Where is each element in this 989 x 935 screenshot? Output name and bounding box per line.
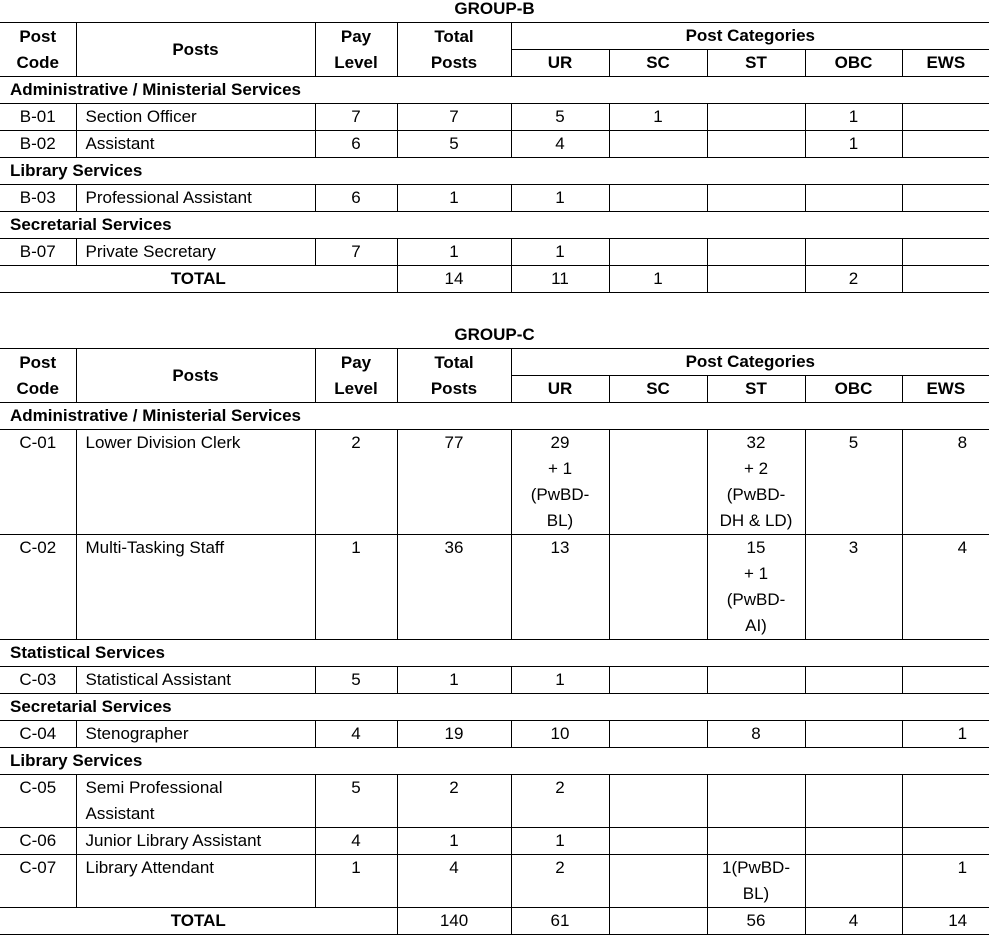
post-code: B-07 bbox=[0, 239, 76, 266]
pay-level: 7 bbox=[315, 239, 397, 266]
st-count: 15 + 1 (PwBD- AI) bbox=[707, 535, 805, 640]
header-st: ST bbox=[707, 376, 805, 403]
section-title: Administrative / Ministerial Services bbox=[0, 403, 989, 430]
header-sc: SC bbox=[609, 50, 707, 77]
sc-count bbox=[609, 430, 707, 535]
header-ur: UR bbox=[511, 376, 609, 403]
pay-level: 6 bbox=[315, 185, 397, 212]
sc-count bbox=[609, 131, 707, 158]
header-post-code bbox=[0, 349, 76, 403]
obc-count: 5 bbox=[805, 430, 902, 535]
obc-count bbox=[805, 239, 902, 266]
ur-count: 13 bbox=[511, 535, 609, 640]
sc-count: 1 bbox=[609, 104, 707, 131]
section-row bbox=[0, 694, 989, 721]
header-posts: Posts bbox=[76, 23, 315, 77]
table-row bbox=[0, 430, 989, 535]
obc-count bbox=[805, 185, 902, 212]
ews-count bbox=[902, 131, 989, 158]
sc-count bbox=[609, 667, 707, 694]
header-ews: EWS bbox=[902, 376, 989, 403]
section-row bbox=[0, 212, 989, 239]
obc-count bbox=[805, 775, 902, 828]
ews-count: 8 bbox=[902, 430, 989, 535]
obc-count bbox=[805, 667, 902, 694]
header-post-categories: Post Categories bbox=[511, 349, 989, 376]
table-row bbox=[0, 239, 989, 266]
section-title: Library Services bbox=[0, 158, 989, 185]
total-posts: 4 bbox=[397, 855, 511, 908]
pay-level: 5 bbox=[315, 667, 397, 694]
total-ur: 61 bbox=[511, 908, 609, 935]
pay-level: 1 bbox=[315, 535, 397, 640]
header-obc: OBC bbox=[805, 50, 902, 77]
total-row bbox=[0, 908, 989, 935]
section-title: Statistical Services bbox=[0, 640, 989, 667]
header-total-line2: Posts bbox=[430, 52, 478, 72]
table-row bbox=[0, 775, 989, 828]
section-title: Administrative / Ministerial Services bbox=[0, 77, 989, 104]
post-name: Statistical Assistant bbox=[76, 667, 315, 694]
obc-count bbox=[805, 828, 902, 855]
group-title: GROUP-B bbox=[0, 0, 989, 23]
group-c-body bbox=[0, 322, 989, 935]
group-title-row bbox=[0, 0, 989, 23]
table-row bbox=[0, 185, 989, 212]
total-posts: 1 bbox=[397, 828, 511, 855]
header-pay-level bbox=[315, 349, 397, 403]
header-pay-level bbox=[315, 23, 397, 77]
st-count bbox=[707, 828, 805, 855]
section-row bbox=[0, 77, 989, 104]
post-name: Assistant bbox=[76, 131, 315, 158]
post-code: C-05 bbox=[0, 775, 76, 828]
table-row bbox=[0, 131, 989, 158]
st-count bbox=[707, 239, 805, 266]
group-b-body bbox=[0, 0, 989, 293]
header-code-line2: Code bbox=[16, 52, 59, 72]
total-label: TOTAL bbox=[0, 908, 397, 935]
table-row bbox=[0, 535, 989, 640]
ur-count: 1 bbox=[511, 667, 609, 694]
total-ur: 11 bbox=[511, 266, 609, 293]
obc-count bbox=[805, 855, 902, 908]
total-posts: 36 bbox=[397, 535, 511, 640]
ews-count bbox=[902, 775, 989, 828]
section-title: Library Services bbox=[0, 748, 989, 775]
header-code-line1: Post bbox=[19, 26, 57, 46]
pay-level: 7 bbox=[315, 104, 397, 131]
sc-count bbox=[609, 721, 707, 748]
header-total-posts bbox=[397, 349, 511, 403]
section-row bbox=[0, 403, 989, 430]
header-row bbox=[0, 349, 989, 376]
header-posts: Posts bbox=[76, 349, 315, 403]
ur-count: 5 bbox=[511, 104, 609, 131]
header-pay-line2: Level bbox=[334, 52, 378, 72]
ews-count bbox=[902, 667, 989, 694]
ur-count: 10 bbox=[511, 721, 609, 748]
ews-count: 1 bbox=[902, 721, 989, 748]
header-post-categories: Post Categories bbox=[511, 23, 989, 50]
st-count bbox=[707, 131, 805, 158]
ews-count bbox=[902, 828, 989, 855]
sc-count bbox=[609, 535, 707, 640]
group-title: GROUP-C bbox=[0, 322, 989, 349]
st-count bbox=[707, 185, 805, 212]
post-code: C-07 bbox=[0, 855, 76, 908]
header-ews: EWS bbox=[902, 50, 989, 77]
header-code-line2: Code bbox=[16, 378, 59, 398]
st-count: 8 bbox=[707, 721, 805, 748]
total-posts: 5 bbox=[397, 131, 511, 158]
st-count bbox=[707, 104, 805, 131]
header-total-line2: Posts bbox=[430, 378, 478, 398]
table-row bbox=[0, 721, 989, 748]
table-row bbox=[0, 667, 989, 694]
header-row bbox=[0, 23, 989, 50]
post-name: Multi-Tasking Staff bbox=[76, 535, 315, 640]
total-sc: 1 bbox=[609, 266, 707, 293]
header-ur: UR bbox=[511, 50, 609, 77]
pay-level: 6 bbox=[315, 131, 397, 158]
st-count: 1(PwBD- BL) bbox=[707, 855, 805, 908]
obc-count: 1 bbox=[805, 131, 902, 158]
header-pay-line2: Level bbox=[334, 378, 378, 398]
header-total-line1: Total bbox=[434, 26, 474, 46]
pay-level: 4 bbox=[315, 721, 397, 748]
total-posts: 1 bbox=[397, 239, 511, 266]
total-ews bbox=[902, 266, 989, 293]
total-posts: 19 bbox=[397, 721, 511, 748]
table-row bbox=[0, 104, 989, 131]
post-name: Section Officer bbox=[76, 104, 315, 131]
ur-count: 1 bbox=[511, 828, 609, 855]
total-obc: 4 bbox=[805, 908, 902, 935]
section-row bbox=[0, 748, 989, 775]
section-title: Secretarial Services bbox=[0, 694, 989, 721]
pay-level: 2 bbox=[315, 430, 397, 535]
total-posts: 1 bbox=[397, 185, 511, 212]
ur-count: 2 bbox=[511, 855, 609, 908]
pay-level: 5 bbox=[315, 775, 397, 828]
post-name: Lower Division Clerk bbox=[76, 430, 315, 535]
ews-count: 4 bbox=[902, 535, 989, 640]
header-st: ST bbox=[707, 50, 805, 77]
post-code: C-02 bbox=[0, 535, 76, 640]
table-row bbox=[0, 828, 989, 855]
sc-count bbox=[609, 855, 707, 908]
ur-count: 1 bbox=[511, 185, 609, 212]
header-pay-line1: Pay bbox=[340, 352, 372, 372]
section-row bbox=[0, 640, 989, 667]
post-code: B-03 bbox=[0, 185, 76, 212]
total-posts: 7 bbox=[397, 104, 511, 131]
post-code: C-04 bbox=[0, 721, 76, 748]
total-sc bbox=[609, 908, 707, 935]
obc-count: 1 bbox=[805, 104, 902, 131]
st-count bbox=[707, 667, 805, 694]
total-posts: 77 bbox=[397, 430, 511, 535]
section-row bbox=[0, 158, 989, 185]
pay-level: 4 bbox=[315, 828, 397, 855]
total-row bbox=[0, 266, 989, 293]
header-code-line1: Post bbox=[19, 352, 57, 372]
group-c-table bbox=[0, 322, 989, 935]
table-row bbox=[0, 855, 989, 908]
ur-count: 29 + 1 (PwBD- BL) bbox=[511, 430, 609, 535]
post-code: B-02 bbox=[0, 131, 76, 158]
sc-count bbox=[609, 828, 707, 855]
ur-count: 4 bbox=[511, 131, 609, 158]
total-st: 56 bbox=[707, 908, 805, 935]
total-st bbox=[707, 266, 805, 293]
sc-count bbox=[609, 775, 707, 828]
post-code: B-01 bbox=[0, 104, 76, 131]
header-total-line1: Total bbox=[434, 352, 474, 372]
ur-count: 1 bbox=[511, 239, 609, 266]
post-name: Stenographer bbox=[76, 721, 315, 748]
post-name: Private Secretary bbox=[76, 239, 315, 266]
total-posts: 1 bbox=[397, 667, 511, 694]
group-b-table bbox=[0, 0, 989, 293]
obc-count: 3 bbox=[805, 535, 902, 640]
section-title: Secretarial Services bbox=[0, 212, 989, 239]
ews-count bbox=[902, 239, 989, 266]
obc-count bbox=[805, 721, 902, 748]
st-count: 32 + 2 (PwBD- DH & LD) bbox=[707, 430, 805, 535]
post-name: Junior Library Assistant bbox=[76, 828, 315, 855]
post-code: C-03 bbox=[0, 667, 76, 694]
pay-level: 1 bbox=[315, 855, 397, 908]
post-name: Semi Professional Assistant bbox=[76, 775, 315, 828]
total-ews: 14 bbox=[902, 908, 989, 935]
post-name: Library Attendant bbox=[76, 855, 315, 908]
header-total-posts bbox=[397, 23, 511, 77]
ews-count: 1 bbox=[902, 855, 989, 908]
header-post-code bbox=[0, 23, 76, 77]
st-count bbox=[707, 775, 805, 828]
total-posts: 2 bbox=[397, 775, 511, 828]
header-pay-line1: Pay bbox=[340, 26, 372, 46]
sc-count bbox=[609, 185, 707, 212]
group-title-row bbox=[0, 322, 989, 349]
header-sc: SC bbox=[609, 376, 707, 403]
post-code: C-06 bbox=[0, 828, 76, 855]
total-total: 140 bbox=[397, 908, 511, 935]
ews-count bbox=[902, 185, 989, 212]
total-label: TOTAL bbox=[0, 266, 397, 293]
sc-count bbox=[609, 239, 707, 266]
ews-count bbox=[902, 104, 989, 131]
total-obc: 2 bbox=[805, 266, 902, 293]
ur-count: 2 bbox=[511, 775, 609, 828]
header-obc: OBC bbox=[805, 376, 902, 403]
post-name: Professional Assistant bbox=[76, 185, 315, 212]
post-code: C-01 bbox=[0, 430, 76, 535]
total-total: 14 bbox=[397, 266, 511, 293]
